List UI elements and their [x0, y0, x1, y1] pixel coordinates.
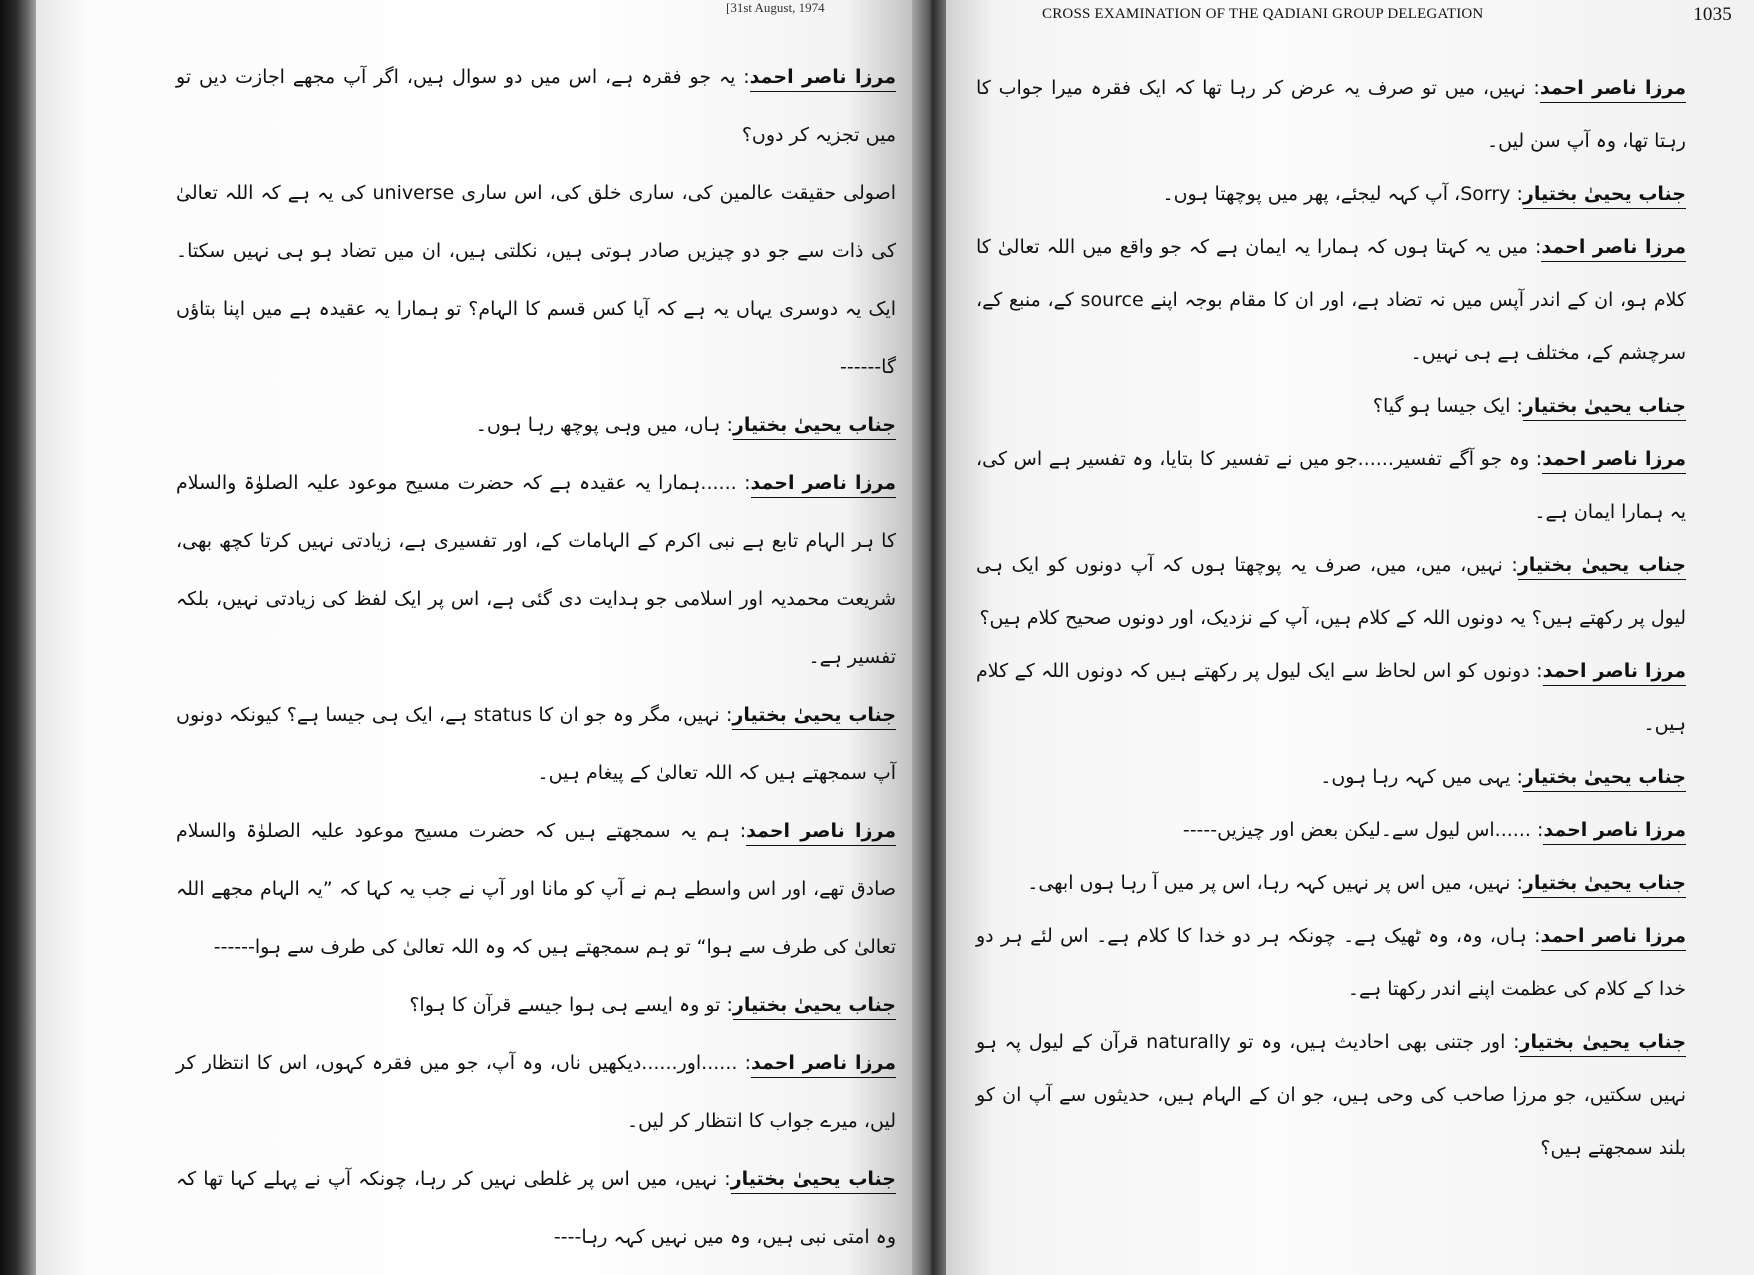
paragraph-text: : ہاں، وہ، وہ ٹھیک ہے۔ چونکہ ہر دو خدا کا کلام ہے۔ اس لئے ہر دو خدا کے کلام کی عظمت اپنے اندر رکھتا ہے۔ [976, 925, 1686, 1000]
paragraph-text: : نہیں، میں اس پر نہیں کہہ رہا، اس پر میں آ رہا ہوں ابھی۔ [1027, 872, 1523, 894]
speaker-name: جناب یحییٰ بختیار [1523, 395, 1686, 421]
paragraph [976, 751, 1686, 804]
speaker-name: مرزا ناصر احمد [750, 66, 896, 92]
speaker-name: جناب یحییٰ بختیار [731, 1168, 896, 1194]
speaker-name: جناب یحییٰ بختیار [733, 414, 896, 440]
speaker-name: مرزا ناصر احمد [1543, 819, 1686, 845]
speaker-name: مرزا ناصر احمد [751, 472, 896, 498]
paragraph-text: : دونوں کو اس لحاظ سے ایک لیول پر رکھتے ہیں کہ دونوں اللہ کے کلام ہیں۔ [976, 660, 1686, 735]
paragraph [976, 168, 1686, 221]
right-page [946, 0, 1754, 1275]
running-title: CROSS EXAMINATION OF THE QADIANI GROUP DELEGATION [1042, 6, 1484, 22]
paragraph-text: : ہاں، میں وہی پوچھ رہا ہوں۔ [475, 414, 733, 436]
paragraph [176, 48, 896, 164]
page-number: 1035 [1693, 4, 1732, 25]
paragraph-text: : ایک جیسا ہو گیا؟ [1372, 395, 1523, 417]
speaker-name: جناب یحییٰ بختیار [1518, 554, 1686, 580]
book-binding-edge [0, 0, 40, 1275]
paragraph-text: : یہی میں کہہ رہا ہوں۔ [1320, 766, 1523, 788]
paragraph-text: : نہیں، میں، میں، صرف یہ پوچھتا ہوں کہ آپ دونوں کو ایک ہی لیول پر رکھتے ہیں؟ یہ دونوں اللہ کے کلام ہیں، آپ کے نزدیک، اور دونوں صحیح کلام ہیں؟ [976, 554, 1686, 629]
speaker-name: مرزا ناصر احمد [746, 820, 896, 846]
paragraph-text: : ......ہمارا یہ عقیدہ ہے کہ حضرت مسیح موعود علیہ الصلوٰۃ والسلام کا ہر الہام تابع ہے نبی اکرم کے الہامات کے، اور تفسیری ہے، زیادتی نہیں کرتا کچھ بھی، شریعت محمدیہ اور اسلامی جو ہدایت دی گئی ہے، اس پر ایک لفظ کی زیادتی نہیں، بلکہ تفسیر ہے۔ [176, 472, 896, 668]
paragraph-text: : نہیں، میں اس پر غلطی نہیں کر رہا، چونکہ آپ نے پہلے کہا تھا کہ وہ امتی نبی ہیں، وہ میں نہیں کہہ رہا---- [176, 1168, 896, 1248]
paragraph [176, 686, 896, 802]
speaker-name: مرزا ناصر احمد [1540, 77, 1686, 103]
paragraph-text: : تو وہ ایسے ہی ہوا جیسے قرآن کا ہوا؟ [409, 994, 733, 1016]
speaker-name: جناب یحییٰ بختیار [1523, 766, 1686, 792]
speaker-name: جناب یحییٰ بختیار [1523, 872, 1686, 898]
speaker-name: جناب یحییٰ بختیار [732, 704, 896, 730]
paragraph [976, 1016, 1686, 1175]
speaker-name: جناب یحییٰ بختیار [733, 994, 896, 1020]
speaker-name: جناب یحییٰ بختیار [1523, 183, 1686, 209]
paragraph [176, 1150, 896, 1266]
right-page-body [976, 62, 1686, 1175]
paragraph [976, 539, 1686, 645]
paragraph-text: : نہیں، مگر وہ جو ان کا status ہے، ایک ہی جیسا ہے؟ کیونکہ دونوں آپ سمجھتے ہیں کہ اللہ تعالیٰ کے پیغام ہیں۔ [176, 704, 896, 784]
paragraph [976, 857, 1686, 910]
paragraph-text: : وہ جو آگے تفسیر......جو میں نے تفسیر کا بتایا، وہ تفسیر ہے اس کی، یہ ہمارا ایمان ہے۔ [976, 448, 1686, 523]
book-gutter [912, 0, 950, 1275]
paragraph-text: : Sorry، آپ کہہ لیجئے، پھر میں پوچھتا ہوں۔ [1162, 183, 1523, 205]
left-page-body [176, 48, 896, 1266]
paragraph [976, 804, 1686, 857]
paragraph [176, 164, 896, 396]
paragraph [176, 396, 896, 454]
paragraph [976, 221, 1686, 380]
speaker-name: مرزا ناصر احمد [1542, 448, 1686, 474]
paragraph-text: : نہیں، میں تو صرف یہ عرض کر رہا تھا کہ ایک فقرہ میرا جواب کا رہتا تھا، وہ آپ سن لیں۔ [976, 77, 1686, 152]
paragraph-text: : ہم یہ سمجھتے ہیں کہ حضرت مسیح موعود علیہ الصلوٰۃ والسلام صادق تھے، اور اس واسطے ہم نے آپ کو مانا اور آپ نے جب یہ کہا کہ ”یہ الہام مجھے اللہ تعالیٰ کی طرف سے ہوا“ تو ہم سمجھتے ہیں کہ وہ اللہ تعالیٰ کی طرف سے ہوا------ [176, 820, 896, 958]
speaker-name: مرزا ناصر احمد [751, 1052, 896, 1078]
paragraph [176, 976, 896, 1034]
left-page-header: [31st August, 1974 [726, 0, 825, 15]
paragraph [176, 1034, 896, 1150]
speaker-name: مرزا ناصر احمد [1543, 660, 1686, 686]
left-page [36, 0, 916, 1275]
paragraph [176, 802, 896, 976]
paragraph-text: : ......اور......دیکھیں ناں، وہ آپ، جو میں فقرہ کہوں، اس کا انتظار کر لیں، میرے جواب کا انتظار کر لیں۔ [176, 1052, 896, 1132]
paragraph [976, 380, 1686, 433]
paragraph-text: : ......اس لیول سے۔لیکن بعض اور چیزیں----- [1182, 819, 1544, 841]
paragraph-text: : اور جتنی بھی احادیث ہیں، وہ تو naturally قرآن کے لیول پہ ہو نہیں سکتیں، جو مرزا صاحب کی وحی ہیں، جو ان کے الہام ہیں، حدیثوں سے آپ ان کو بلند سمجھتے ہیں؟ [976, 1031, 1686, 1159]
paragraph [976, 645, 1686, 751]
speaker-name: جناب یحییٰ بختیار [1520, 1031, 1687, 1057]
paragraph-text: اصولی حقیقت عالمین کی، ساری خلق کی، اس ساری universe کی یہ ہے کہ اللہ تعالیٰ کی ذات سے جو دو چیزیں صادر ہوتی ہیں، نکلتی ہیں، ان میں تضاد ہو ہی نہیں سکتا۔ ایک یہ دوسری یہاں یہ ہے کہ آیا کس قسم کا الہام؟ تو ہمارا یہ عقیدہ ہے میں اپنا بتاؤں گا------ [176, 182, 896, 378]
paragraph-text: : یہ جو فقرہ ہے، اس میں دو سوال ہیں، اگر آپ مجھے اجازت دیں تو میں تجزیہ کر دوں؟ [176, 66, 896, 146]
paragraph [976, 433, 1686, 539]
paragraph [976, 910, 1686, 1016]
paragraph-text: : میں یہ کہتا ہوں کہ ہمارا یہ ایمان ہے کہ جو واقع میں اللہ تعالیٰ کا کلام ہو، ان کے اندر آپس میں نہ تضاد ہے، اور ان کا مقام بوجہ اپنے source کے، منبع کے، سرچشم کے، مختلف ہے ہی نہیں۔ [976, 236, 1686, 364]
paragraph [976, 62, 1686, 168]
paragraph [176, 454, 896, 686]
speaker-name: مرزا ناصر احمد [1541, 236, 1686, 262]
speaker-name: مرزا ناصر احمد [1541, 925, 1686, 951]
